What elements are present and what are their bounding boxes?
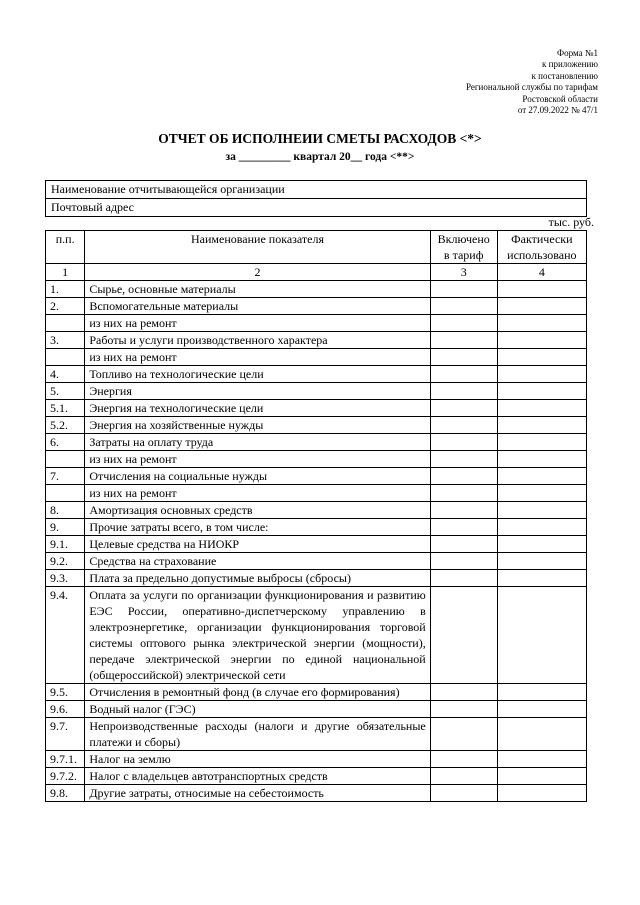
table-row xyxy=(46,315,587,332)
document-title: ОТЧЕТ ОБ ИСПОЛНЕИИ СМЕТЫ РАСХОДОВ <*> xyxy=(158,131,482,146)
expense-table-body xyxy=(46,231,587,802)
column-number: 3 xyxy=(430,264,497,281)
row-label: Средства на страхование xyxy=(85,553,430,570)
actual-value-cell[interactable] xyxy=(497,366,586,383)
row-number: 9.8. xyxy=(46,785,85,802)
actual-value-cell[interactable] xyxy=(497,536,586,553)
row-label: Другие затраты, относимые на себестоимость xyxy=(85,785,430,802)
actual-value-cell[interactable] xyxy=(497,468,586,485)
column-number: 2 xyxy=(85,264,430,281)
row-number: 9.5. xyxy=(46,684,85,701)
row-label: Топливо на технологические цели xyxy=(85,366,430,383)
row-label: из них на ремонт xyxy=(85,349,430,366)
tariff-value-cell[interactable] xyxy=(430,281,497,298)
row-label: из них на ремонт xyxy=(85,315,430,332)
row-label: Энергия на хозяйственные нужды xyxy=(85,417,430,434)
table-row xyxy=(46,332,587,349)
table-row xyxy=(46,587,587,684)
tariff-value-cell[interactable] xyxy=(430,366,497,383)
table-row xyxy=(46,502,587,519)
row-number: 9.3. xyxy=(46,570,85,587)
row-number: 5.1. xyxy=(46,400,85,417)
org-row xyxy=(46,199,587,217)
tariff-value-cell[interactable] xyxy=(430,751,497,768)
actual-value-cell[interactable] xyxy=(497,519,586,536)
actual-value-cell[interactable] xyxy=(497,570,586,587)
row-label: Прочие затраты всего, в том числе: xyxy=(85,519,430,536)
actual-value-cell[interactable] xyxy=(497,315,586,332)
actual-value-cell[interactable] xyxy=(497,434,586,451)
table-row xyxy=(46,785,587,802)
row-number: 1. xyxy=(46,281,85,298)
row-number: 9.2. xyxy=(46,553,85,570)
tariff-value-cell[interactable] xyxy=(430,349,497,366)
table-header-row xyxy=(46,231,587,264)
actual-value-cell[interactable] xyxy=(497,684,586,701)
table-row xyxy=(46,400,587,417)
tariff-value-cell[interactable] xyxy=(430,332,497,349)
header-number: п.п. xyxy=(46,231,85,264)
row-label: Налог с владельцев автотранспортных средств xyxy=(85,768,430,785)
actual-value-cell[interactable] xyxy=(497,332,586,349)
table-row xyxy=(46,417,587,434)
table-row xyxy=(46,451,587,468)
row-label: Вспомогательные материалы xyxy=(85,298,430,315)
actual-value-cell[interactable] xyxy=(497,383,586,400)
table-row xyxy=(46,485,587,502)
actual-value-cell[interactable] xyxy=(497,718,586,751)
actual-value-cell[interactable] xyxy=(497,701,586,718)
tariff-value-cell[interactable] xyxy=(430,400,497,417)
header-indicator: Наименование показателя xyxy=(85,231,430,264)
tariff-value-cell[interactable] xyxy=(430,434,497,451)
row-label: Отчисления в ремонтный фонд (в случае его формирования) xyxy=(85,684,430,701)
form-note-line: к приложению xyxy=(542,59,598,70)
tariff-value-cell[interactable] xyxy=(430,519,497,536)
row-number xyxy=(46,315,85,332)
tariff-value-cell[interactable] xyxy=(430,485,497,502)
table-row xyxy=(46,366,587,383)
actual-value-cell[interactable] xyxy=(497,417,586,434)
row-number: 9.4. xyxy=(46,587,85,684)
row-label: Целевые средства на НИОКР xyxy=(85,536,430,553)
row-number: 3. xyxy=(46,332,85,349)
row-number: 5.2. xyxy=(46,417,85,434)
row-label: Амортизация основных средств xyxy=(85,502,430,519)
actual-value-cell[interactable] xyxy=(497,502,586,519)
unit-label: тыс. руб. xyxy=(548,215,594,229)
actual-value-cell[interactable] xyxy=(497,587,586,684)
org-row xyxy=(46,181,587,199)
row-number xyxy=(46,349,85,366)
table-row xyxy=(46,536,587,553)
row-label: Оплата за услуги по организации функционирования и развитию ЕЭС России, оперативно-диспетчерскому управлению в электроэнергетике, организации функционирования торговой системы оптового рынка электрической энергии (мощности), передаче электрической энергии по единой национальной (общероссийской) электрической сети xyxy=(85,587,430,684)
row-label: Непроизводственные расходы (налоги и другие обязательные платежи и сборы) xyxy=(85,718,430,751)
expense-report-table xyxy=(45,230,587,802)
actual-value-cell[interactable] xyxy=(497,553,586,570)
table-row xyxy=(46,718,587,751)
row-number: 8. xyxy=(46,502,85,519)
row-number: 4. xyxy=(46,366,85,383)
row-number: 6. xyxy=(46,434,85,451)
row-label: Водный налог (ГЭС) xyxy=(85,701,430,718)
row-label: Налог на землю xyxy=(85,751,430,768)
tariff-value-cell[interactable] xyxy=(430,684,497,701)
row-label: Плата за предельно допустимые выбросы (сбросы) xyxy=(85,570,430,587)
row-label: Сырье, основные материалы xyxy=(85,281,430,298)
table-row xyxy=(46,751,587,768)
document-subtitle: за _________ квартал 20__ года <**> xyxy=(225,151,415,163)
tariff-value-cell[interactable] xyxy=(430,451,497,468)
organization-info-table xyxy=(45,180,587,217)
row-number: 5. xyxy=(46,383,85,400)
table-row xyxy=(46,468,587,485)
row-label: из них на ремонт xyxy=(85,485,430,502)
postal-address-field: Почтовый адрес xyxy=(46,199,587,217)
form-note-line: к постановлению xyxy=(531,70,598,81)
tariff-value-cell[interactable] xyxy=(430,768,497,785)
row-number: 9. xyxy=(46,519,85,536)
actual-value-cell[interactable] xyxy=(497,349,586,366)
column-number-row xyxy=(46,264,587,281)
org-name-field: Наименование отчитывающейся организации xyxy=(46,181,587,199)
table-row xyxy=(46,570,587,587)
actual-value-cell[interactable] xyxy=(497,785,586,802)
tariff-value-cell[interactable] xyxy=(430,502,497,519)
row-label: из них на ремонт xyxy=(85,451,430,468)
row-number: 2. xyxy=(46,298,85,315)
column-number: 1 xyxy=(46,264,85,281)
row-number: 9.1. xyxy=(46,536,85,553)
row-number: 9.6. xyxy=(46,701,85,718)
actual-value-cell[interactable] xyxy=(497,298,586,315)
tariff-value-cell[interactable] xyxy=(430,536,497,553)
form-note-line: Форма №1 xyxy=(557,48,598,58)
actual-value-cell[interactable] xyxy=(497,400,586,417)
header-tariff: Включено в тариф xyxy=(430,231,497,264)
form-reference-note xyxy=(378,48,598,116)
tariff-value-cell[interactable] xyxy=(430,570,497,587)
form-note-line: от 27.09.2022 № 47/1 xyxy=(517,105,598,116)
table-row xyxy=(46,281,587,298)
table-row xyxy=(46,701,587,718)
row-number: 9.7.1. xyxy=(46,751,85,768)
row-label: Отчисления на социальные нужды xyxy=(85,468,430,485)
tariff-value-cell[interactable] xyxy=(430,785,497,802)
tariff-value-cell[interactable] xyxy=(430,315,497,332)
tariff-value-cell[interactable] xyxy=(430,587,497,684)
column-number: 4 xyxy=(497,264,586,281)
form-note-line: Региональной службы по тарифам xyxy=(465,82,598,93)
table-row xyxy=(46,349,587,366)
actual-value-cell[interactable] xyxy=(497,485,586,502)
row-number: 9.7. xyxy=(46,718,85,751)
tariff-value-cell[interactable] xyxy=(430,701,497,718)
header-actual: Фактически использовано xyxy=(497,231,586,264)
tariff-value-cell[interactable] xyxy=(430,553,497,570)
tariff-value-cell[interactable] xyxy=(430,468,497,485)
row-label: Энергия xyxy=(85,383,430,400)
tariff-value-cell[interactable] xyxy=(430,417,497,434)
row-number xyxy=(46,451,85,468)
form-note-line: Ростовской области xyxy=(522,93,598,104)
tariff-value-cell[interactable] xyxy=(430,718,497,751)
table-row xyxy=(46,383,587,400)
table-row xyxy=(46,434,587,451)
tariff-value-cell[interactable] xyxy=(430,383,497,400)
actual-value-cell[interactable] xyxy=(497,281,586,298)
table-row xyxy=(46,519,587,536)
table-row xyxy=(46,553,587,570)
row-number: 9.7.2. xyxy=(46,768,85,785)
actual-value-cell[interactable] xyxy=(497,751,586,768)
row-label: Энергия на технологические цели xyxy=(85,400,430,417)
actual-value-cell[interactable] xyxy=(497,768,586,785)
row-label: Затраты на оплату труда xyxy=(85,434,430,451)
row-label: Работы и услуги производственного характера xyxy=(85,332,430,349)
tariff-value-cell[interactable] xyxy=(430,298,497,315)
table-row xyxy=(46,768,587,785)
row-number: 7. xyxy=(46,468,85,485)
table-row xyxy=(46,684,587,701)
actual-value-cell[interactable] xyxy=(497,451,586,468)
row-number xyxy=(46,485,85,502)
table-row xyxy=(46,298,587,315)
